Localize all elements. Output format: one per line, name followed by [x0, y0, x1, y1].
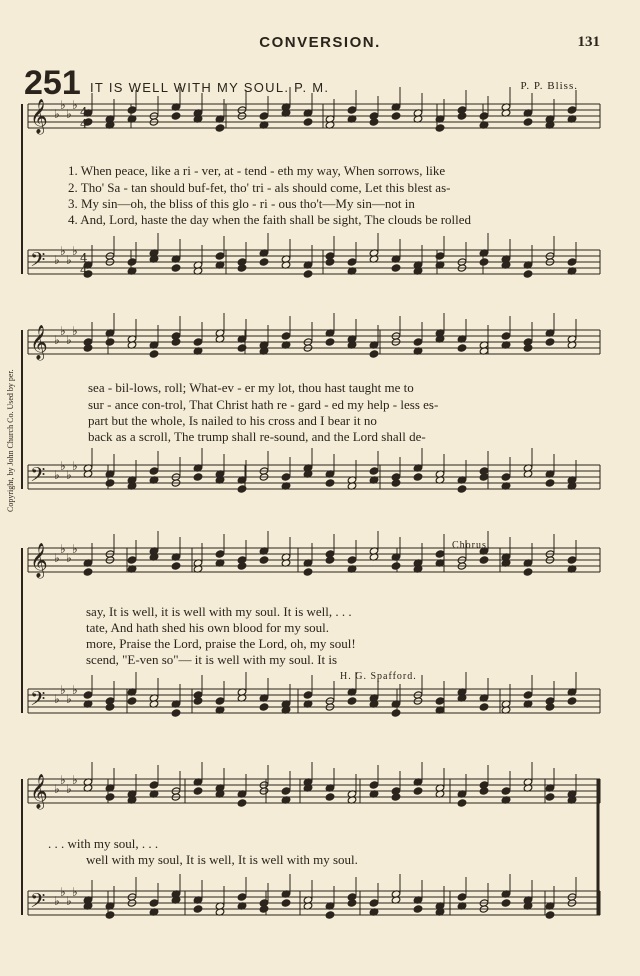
note-head [83, 568, 93, 576]
lyric-line: back as a scroll, The trump shall re-sound, and the Lord shall de- [88, 429, 426, 444]
copyright-notice: Copyright, by John Church Co. Used by per. [6, 369, 15, 512]
note-head [457, 799, 467, 807]
note-head [479, 703, 489, 711]
note-head [303, 568, 313, 576]
note-head [215, 697, 225, 705]
note-head [193, 905, 203, 913]
flat-icon: ♭ [72, 244, 78, 258]
note-head [303, 118, 313, 126]
note-head [369, 467, 379, 475]
note-head [391, 112, 401, 120]
note-head [105, 911, 115, 919]
note-head [259, 556, 269, 564]
note-head [127, 258, 137, 266]
lyric-line: say, It is well, it is well with my soul. It is well, . . . [86, 604, 352, 619]
note-head [479, 112, 489, 120]
flat-icon: ♭ [72, 885, 78, 899]
lyric-line: part but the whole, Is nailed to his cross and I bear it no [88, 413, 377, 428]
treble-clef-icon: 𝄞 [30, 99, 48, 134]
flat-icon: ♭ [60, 324, 66, 338]
note-head [501, 473, 511, 481]
note-head [281, 473, 291, 481]
note-head [369, 350, 379, 358]
flat-icon: ♭ [66, 551, 72, 565]
note-head [567, 697, 577, 705]
note-head [479, 258, 489, 266]
hymn-number: 251 [24, 64, 81, 102]
bass-clef-icon: 𝄢 [30, 889, 46, 917]
page-number: 131 [577, 34, 600, 50]
note-head [259, 703, 269, 711]
note-head [347, 258, 357, 266]
flat-icon: ♭ [54, 551, 60, 565]
note-head [545, 479, 555, 487]
note-head [369, 781, 379, 789]
note-head [259, 258, 269, 266]
note-head [259, 112, 269, 120]
composer-credit: P. P. Bliss. [520, 80, 578, 92]
flat-icon: ♭ [54, 333, 60, 347]
flat-icon: ♭ [66, 253, 72, 267]
flat-icon: ♭ [54, 782, 60, 796]
note-head [171, 562, 181, 570]
time-signature: 4 [80, 263, 88, 277]
flat-icon: ♭ [72, 324, 78, 338]
flat-icon: ♭ [66, 333, 72, 347]
note-head [545, 338, 555, 346]
flat-icon: ♭ [72, 542, 78, 556]
note-head [83, 691, 93, 699]
note-head [325, 793, 335, 801]
note-head [281, 787, 291, 795]
note-head [369, 899, 379, 907]
note-head [171, 709, 181, 717]
flat-icon: ♭ [72, 459, 78, 473]
note-head [171, 112, 181, 120]
note-head [523, 568, 533, 576]
note-head [523, 270, 533, 278]
flat-icon: ♭ [72, 683, 78, 697]
chorus-label: Chorus. [452, 540, 491, 551]
note-head [501, 787, 511, 795]
note-head [479, 556, 489, 564]
flat-icon: ♭ [60, 459, 66, 473]
note-head [325, 911, 335, 919]
note-head [127, 106, 137, 114]
time-signature: 4 [80, 105, 88, 119]
lyric-line: well with my soul, It is well, It is well with my soul. [86, 852, 358, 867]
note-head [567, 556, 577, 564]
lyric-line: sea - bil-lows, roll; What-ev - er my lot, thou hast taught me to [88, 380, 414, 395]
hymn-title: IT IS WELL WITH MY SOUL. P. M. [90, 80, 330, 95]
note-head [237, 893, 247, 901]
treble-clef-icon: 𝄞 [30, 774, 48, 809]
lyric-line: 2. Tho' Sa - tan should buf-fet, tho' tri - als should come, Let this blest as- [68, 180, 451, 195]
note-head [281, 332, 291, 340]
note-head [347, 697, 357, 705]
note-head [303, 270, 313, 278]
note-head [325, 479, 335, 487]
note-head [325, 338, 335, 346]
note-head [413, 473, 423, 481]
lyricist-credit: H. G. Spafford. [340, 671, 417, 682]
flat-icon: ♭ [66, 107, 72, 121]
note-head [391, 264, 401, 272]
note-head [413, 905, 423, 913]
note-head [127, 556, 137, 564]
note-head [347, 556, 357, 564]
note-head [457, 344, 467, 352]
lyric-line: more, Praise the Lord, praise the Lord, oh, my soul! [86, 636, 356, 651]
note-head [149, 899, 159, 907]
lyric-line: scend, "E-ven so"— it is well with my soul. It is [86, 652, 338, 667]
flat-icon: ♭ [54, 468, 60, 482]
note-head [391, 562, 401, 570]
note-head [435, 550, 445, 558]
note-head [413, 787, 423, 795]
lyric-line: . . . with my soul, . . . [48, 836, 159, 851]
note-head [237, 485, 247, 493]
note-head [391, 709, 401, 717]
note-head [105, 338, 115, 346]
note-head [215, 252, 225, 260]
note-head [281, 899, 291, 907]
flat-icon: ♭ [72, 98, 78, 112]
note-head [105, 479, 115, 487]
note-head [501, 332, 511, 340]
flat-icon: ♭ [60, 683, 66, 697]
note-head [149, 350, 159, 358]
flat-icon: ♭ [54, 692, 60, 706]
lyric-line: 4. And, Lord, haste the day when the faith shall be sight, The clouds be rolled [68, 212, 472, 227]
time-signature: 4 [80, 117, 88, 131]
bass-clef-icon: 𝄢 [30, 687, 46, 715]
flat-icon: ♭ [60, 542, 66, 556]
lyric-line: tate, And hath shed his own blood for my soul. [86, 620, 330, 635]
bass-clef-icon: 𝄢 [30, 463, 46, 491]
note-head [457, 893, 467, 901]
lyric-line: 1. When peace, like a ri - ver, at - tend - eth my way, When sorrows, like [68, 163, 446, 178]
lyric-line: sur - ance con-trol, That Christ hath re - gard - ed my help - less es- [88, 397, 439, 412]
note-head [413, 338, 423, 346]
flat-icon: ♭ [54, 107, 60, 121]
note-head [457, 485, 467, 493]
lyric-line: 3. My sin—oh, the bliss of this glo - ri - ous tho't—My sin—not in [68, 196, 415, 211]
note-head [171, 264, 181, 272]
note-head [215, 124, 225, 132]
note-head [193, 338, 203, 346]
note-head [545, 793, 555, 801]
flat-icon: ♭ [60, 885, 66, 899]
treble-clef-icon: 𝄞 [30, 543, 48, 578]
flat-icon: ♭ [66, 692, 72, 706]
note-head [303, 691, 313, 699]
note-head [193, 473, 203, 481]
note-head [215, 550, 225, 558]
flat-icon: ♭ [66, 782, 72, 796]
note-head [347, 106, 357, 114]
flat-icon: ♭ [54, 894, 60, 908]
time-signature: 4 [80, 251, 88, 265]
note-head [523, 118, 533, 126]
treble-clef-icon: 𝄞 [30, 325, 48, 360]
flat-icon: ♭ [60, 98, 66, 112]
flat-icon: ♭ [60, 773, 66, 787]
bass-clef-icon: 𝄢 [30, 248, 46, 276]
note-head [237, 799, 247, 807]
flat-icon: ♭ [66, 894, 72, 908]
note-head [193, 787, 203, 795]
note-head [545, 911, 555, 919]
flat-icon: ♭ [60, 244, 66, 258]
running-head: CONVERSION. [259, 34, 381, 51]
note-head [567, 258, 577, 266]
note-head [523, 691, 533, 699]
flat-icon: ♭ [66, 468, 72, 482]
note-head [149, 781, 159, 789]
note-head [149, 467, 159, 475]
note-head [127, 697, 137, 705]
note-head [501, 899, 511, 907]
note-head [435, 697, 445, 705]
flat-icon: ♭ [72, 773, 78, 787]
note-head [567, 106, 577, 114]
note-head [105, 793, 115, 801]
flat-icon: ♭ [54, 253, 60, 267]
